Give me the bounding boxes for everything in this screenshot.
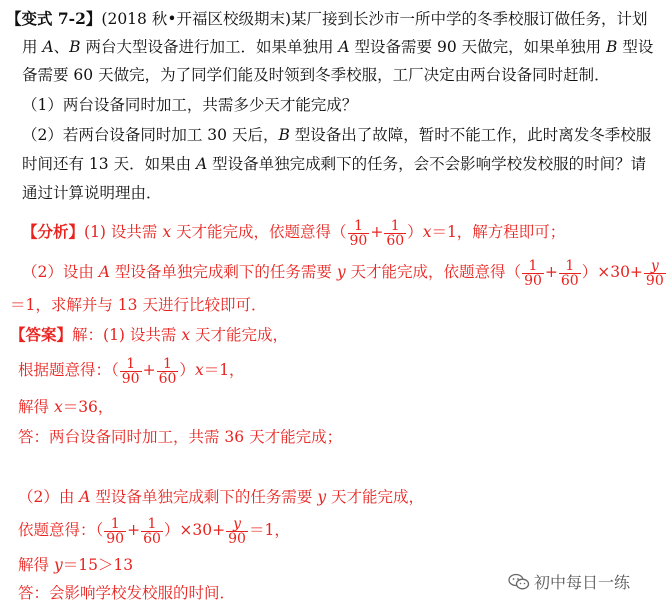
- text: 天才能完成，: [326, 488, 425, 506]
- text: 天才能完成，: [190, 326, 289, 344]
- denominator: 90: [228, 530, 246, 547]
- numerator: 1: [141, 517, 163, 532]
- numerator: 1: [522, 259, 544, 274]
- text: ＝1，: [203, 361, 245, 379]
- numerator: 1: [157, 357, 179, 372]
- denominator: 60: [143, 530, 161, 547]
- problem-line-3: 备需要 60 天做完，为了同学们能及时领到冬季校服，工厂决定由两台设备同时赶制．: [22, 66, 610, 84]
- fraction-y-90: [644, 259, 666, 288]
- text: 时间还有 13 天．如果由: [22, 155, 197, 173]
- analysis-line-2: [22, 254, 667, 290]
- var-x: x: [181, 326, 191, 344]
- var-a: A: [42, 38, 54, 56]
- answer-line-1: [10, 324, 288, 346]
- text: ＝1，解方程即可；: [431, 223, 566, 241]
- text: ）: [407, 223, 423, 241]
- fraction-1-60: [157, 357, 179, 386]
- text: （2）若两台设备同时加工 30 天后，: [22, 126, 279, 144]
- fraction-1-90: [348, 219, 370, 248]
- plus: +: [142, 361, 156, 379]
- analysis-line-1: [22, 214, 565, 250]
- text: ）: [179, 361, 195, 379]
- text: (1) 设共需: [84, 223, 163, 241]
- text: 根据题意得：（: [18, 361, 119, 379]
- fraction-1-90: [104, 517, 126, 546]
- var-y: y: [53, 556, 63, 574]
- question-2-line-2: [22, 153, 646, 175]
- answer-line-4: 答：两台设备同时加工，共需 36 天才能完成；: [18, 428, 343, 446]
- var-b: B: [278, 126, 290, 144]
- text: 解得: [18, 398, 54, 416]
- text: 型设备出了故障，暂时不能工作，此时离发冬季校服: [289, 126, 652, 144]
- answer-line-7: [18, 554, 133, 576]
- fraction-1-60: [384, 219, 406, 248]
- text: ＝15＞13: [62, 556, 134, 574]
- var-a: A: [338, 38, 350, 56]
- problem-line-2: [22, 36, 653, 58]
- var-y: y: [317, 488, 327, 506]
- analysis-line-3: ＝1，求解并与 13 天进行比较即可．: [10, 296, 267, 314]
- analysis-tag: 【分析】: [22, 222, 85, 241]
- answer-line-8: 答：会影响学校发校服的时间．: [18, 584, 236, 602]
- answer-tag: 【答案】: [10, 325, 73, 344]
- plus: +: [370, 223, 384, 241]
- numerator: y: [226, 517, 248, 532]
- watermark: [508, 570, 630, 595]
- text: （2）设由: [22, 263, 99, 281]
- text: 型设备单独完成剩下的任务需要: [90, 488, 318, 506]
- text: 两台大型设备进行加工．如果单独用: [80, 38, 339, 56]
- fraction-1-60: [141, 517, 163, 546]
- fraction-1-90: [120, 357, 142, 386]
- text: ＝36，: [62, 398, 114, 416]
- denominator: 90: [349, 232, 368, 249]
- text: ）×30+: [163, 521, 226, 539]
- question-2-line-1: [22, 124, 651, 146]
- text: （2）由: [18, 488, 80, 506]
- fraction-1-90: [522, 259, 544, 288]
- problem-text: 某厂接到长沙市一所中学的冬季校服订做任务，计划: [291, 10, 648, 28]
- var-x: x: [194, 361, 204, 379]
- denominator: 90: [106, 530, 125, 547]
- var-b: B: [69, 38, 81, 56]
- text: ＝1，: [248, 521, 290, 539]
- numerator: 1: [120, 357, 142, 372]
- text: 天才能完成，依题意得（: [345, 263, 522, 281]
- var-a: A: [98, 263, 110, 281]
- problem-source: (2018 秋•开福区校级期末): [101, 10, 292, 28]
- denominator: 90: [121, 370, 140, 387]
- text: 型设备单独完成剩下的任务需要: [110, 263, 337, 281]
- text: 型设备单独完成剩下的任务，会不会影响学校发校服的时间？请: [207, 155, 647, 173]
- numerator: y: [644, 259, 666, 274]
- var-x: x: [422, 223, 432, 241]
- watermark-text: 初中每日一练: [533, 573, 630, 592]
- numerator: 1: [559, 259, 581, 274]
- problem-tag: 【变式 7-2】: [6, 9, 102, 28]
- question-2-line-3: 通过计算说明理由．: [22, 184, 162, 202]
- denominator: 60: [560, 272, 579, 289]
- numerator: 1: [348, 219, 370, 234]
- var-a: A: [79, 488, 91, 506]
- text: 用: [22, 38, 43, 56]
- denominator: 90: [645, 272, 664, 289]
- plus: +: [127, 521, 141, 539]
- answer-line-6: [18, 512, 290, 548]
- numerator: 1: [384, 219, 406, 234]
- numerator: 1: [104, 517, 126, 532]
- var-x: x: [162, 223, 172, 241]
- answer-line-2: [18, 352, 245, 388]
- denominator: 60: [158, 370, 177, 387]
- denominator: 90: [524, 272, 542, 289]
- fraction-1-60: [559, 259, 581, 288]
- denominator: 60: [386, 232, 405, 249]
- var-b: B: [606, 38, 618, 56]
- var-y: y: [336, 263, 346, 281]
- text: ）×30+: [581, 263, 643, 281]
- problem-line-1: [6, 8, 648, 30]
- text: 、: [53, 38, 70, 56]
- text: 解：(1) 设共需: [72, 326, 182, 344]
- answer-line-5: [18, 486, 424, 508]
- var-x: x: [53, 398, 63, 416]
- text: 依题意得：（: [18, 521, 104, 539]
- question-1: （1）两台设备同时加工，共需多少天才能完成？: [22, 96, 358, 114]
- plus: +: [544, 263, 558, 281]
- text: 型设备需要 90 天做完，如果单独用: [349, 38, 607, 56]
- text: 天才能完成，依题意得（: [171, 223, 347, 241]
- fraction-y-90: [226, 517, 248, 546]
- text: 型设: [617, 38, 654, 56]
- var-a: A: [196, 155, 208, 173]
- text: 解得: [18, 556, 54, 574]
- answer-line-3: [18, 396, 113, 418]
- wechat-logo-icon: [508, 573, 530, 595]
